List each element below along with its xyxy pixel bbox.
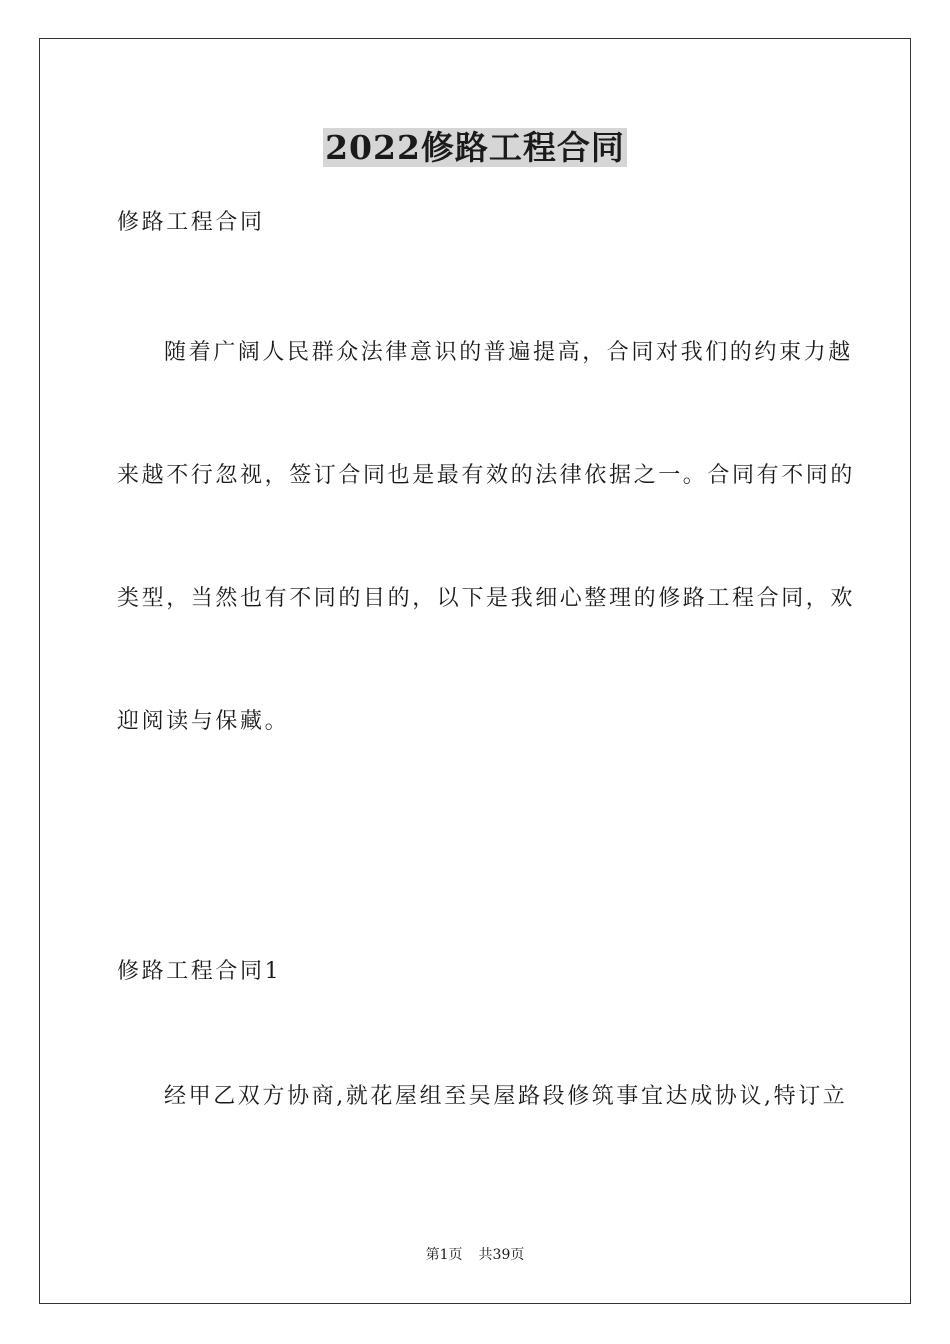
paragraph-line: 经甲乙双方协商,就花屋组至吴屋路段修筑事宜达成协议,特订立 — [164, 1084, 848, 1109]
document-subtitle: 修路工程合同 — [117, 210, 265, 235]
paragraph-line: 来越不行忽视，签订合同也是最有效的法律依据之一。合同有不同的 — [117, 463, 856, 488]
page-number-current: 第1页 — [425, 1247, 463, 1263]
paragraph-line: 类型，当然也有不同的目的，以下是我细心整理的修路工程合同，欢 — [117, 586, 856, 611]
document-title-text: 2022修路工程合同 — [325, 128, 625, 167]
paragraph-line: 随着广阔人民群众法律意识的普遍提高，合同对我们的约束力越 — [164, 340, 853, 365]
document-title — [0, 126, 950, 170]
page-footer — [0, 1245, 950, 1265]
page-number-total: 共39页 — [478, 1247, 525, 1263]
section-heading: 修路工程合同1 — [117, 959, 282, 984]
paragraph-line: 迎阅读与保藏。 — [117, 709, 290, 734]
